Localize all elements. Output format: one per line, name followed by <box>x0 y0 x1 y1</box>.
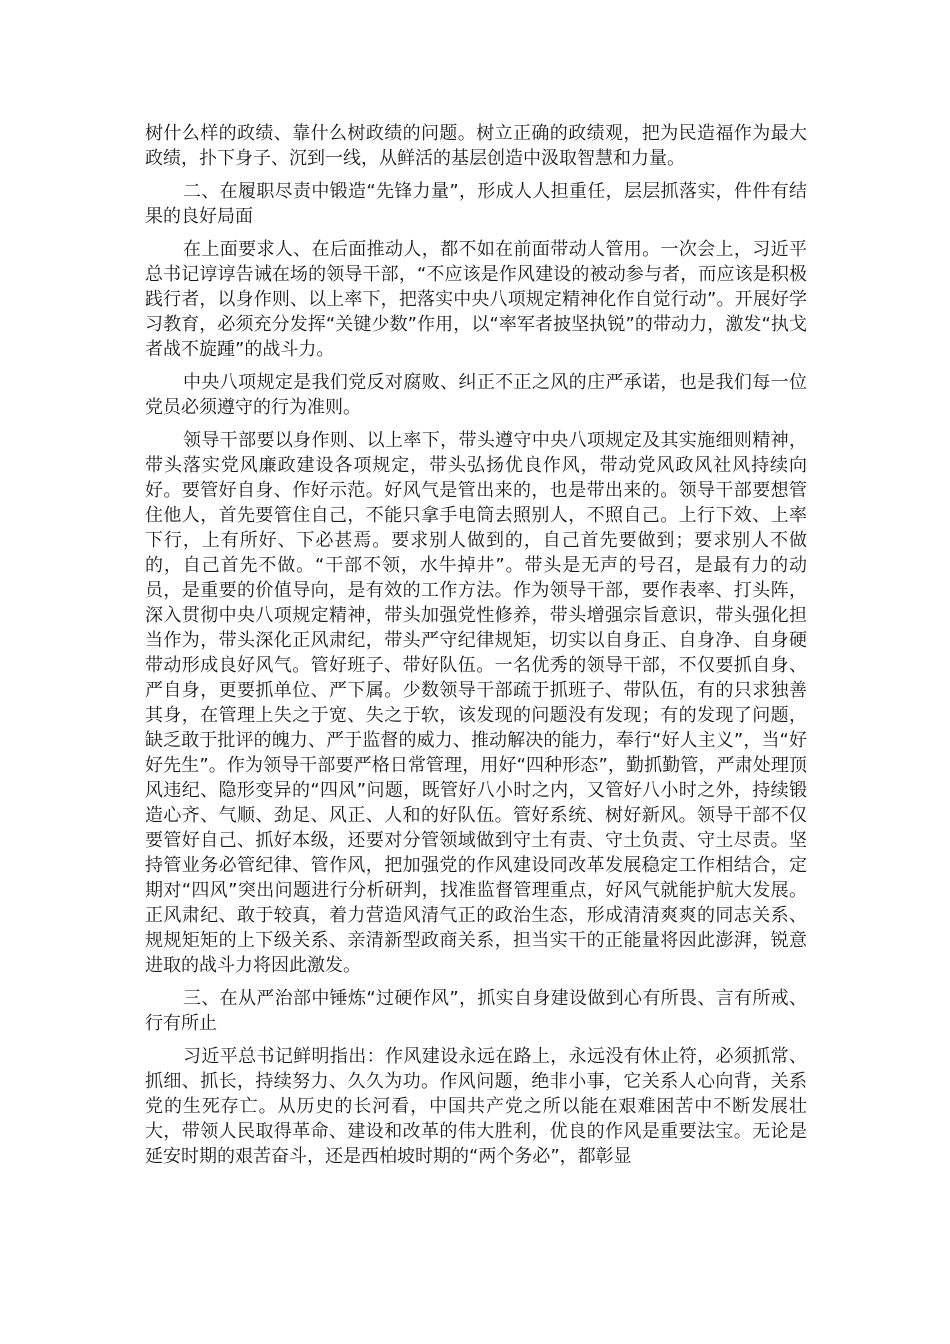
paragraph-continuation: 树什么样的政绩、靠什么树政绩的问题。树立正确的政绩观，把为民造福作为最大政绩，扑下身子、沉到一线，从鲜活的基层创造中汲取智慧和力量。 <box>145 123 807 169</box>
paragraph: 领导干部要以身作则、以上率下，带头遵守中央八项规定及其实施细则精神，带头落实党风廉政建设各项规定，带头弘扬优良作风，带动党风政风社风持续向好。要管好自身、作好示范。好风气是管出来的，也是带出来的。领导干部要想管住他人，首先要管住自己，不能只拿手电筒去照别人，不照自己。上行下效、上率下行，上有所好、下必甚焉。要求别人做到的，自己首先要做到；要求别人不做的，自己首先不做。“干部不领，水牛掉井”。带头是无声的号召，是最有力的动员，是重要的价值导向，是有效的工作方法。作为领导干部，要作表率、打头阵，深入贯彻中央八项规定精神，带头加强党性修养，带头增强宗旨意识，带头强化担当作为，带头深化正风肃纪，带头严守纪律规矩，切实以自身正、自身净、自身硬带动形成良好风气。管好班子、带好队伍。一名优秀的领导干部，不仅要抓自身、严自身，更要抓单位、严下属。少数领导干部疏于抓班子、带队伍，有的只求独善其身，在管理上失之于宽、失之于软，该发现的问题没有发现；有的发现了问题，缺乏敢于批评的魄力、严于监督的威力、推动解决的能力，奉行“好人主义”，当“好好先生”。作为领导干部要严格日常管理，用好“四种形态”，勤抓勤管，严肃处理顶风违纪、隐形变异的“四风”问题，既管好八小时之内，又管好八小时之外，持续锻造心齐、气顺、劲足、风正、人和的好队伍。管好系统、树好新风。领导干部不仅要管好自己、抓好本级，还要对分管领域做到守土有责、守土负责、守土尽责。坚持管业务必管纪律、管作风，把加强党的作风建设同改革发展稳定工作相结合，定期对“四风”突出问题进行分析研判，找准监督管理重点，好风气就能护航大发展。正风肃纪、敢于较真，着力营造风清气正的政治生态，形成清清爽爽的同志关系、规规矩矩的上下级关系、亲清新型政商关系，担当实干的正能量将因此澎湃，锐意进取的战斗力将因此激发。 <box>145 430 807 976</box>
section-heading-3: 三、在从严治部中锤炼“过硬作风”，抓实自身建设做到心有所畏、言有所戒、行有所止 <box>145 988 807 1034</box>
paragraph: 习近平总书记鲜明指出：作风建设永远在路上，永远没有休止符，必须抓常、抓细、抓长，持续努力、久久为功。作风问题，绝非小事，它关系人心向背，关系党的生死存亡。从历史的长河看，中国共产党之所以能在艰难困苦中不断发展壮大，带领人民取得革命、建设和改革的伟大胜利，优良的作风是重要法宝。无论是延安时期的艰苦奋斗，还是西柏坡时期的“两个务必”，都彰显 <box>145 1046 807 1167</box>
paragraph: 中央八项规定是我们党反对腐败、纠正不正之风的庄严承诺，也是我们每一位党员必须遵守的行为准则。 <box>145 372 807 418</box>
document-body <box>145 121 807 1177</box>
section-heading-2: 二、在履职尽责中锻造“先锋力量”，形成人人担重任，层层抓落实，件件有结果的良好局面 <box>145 181 807 227</box>
paragraph: 在上面要求人、在后面推动人，都不如在前面带动人管用。一次会上，习近平总书记谆谆告诫在场的领导干部，“不应该是作风建设的被动参与者，而应该是积极践行者，以身作则、以上率下，把落实中央八项规定精神化作自觉行动”。开展好学习教育，必须充分发挥“关键少数”作用，以“率军者披坚执锐”的带动力，激发“执戈者战不旋踵”的战斗力。 <box>145 239 807 360</box>
